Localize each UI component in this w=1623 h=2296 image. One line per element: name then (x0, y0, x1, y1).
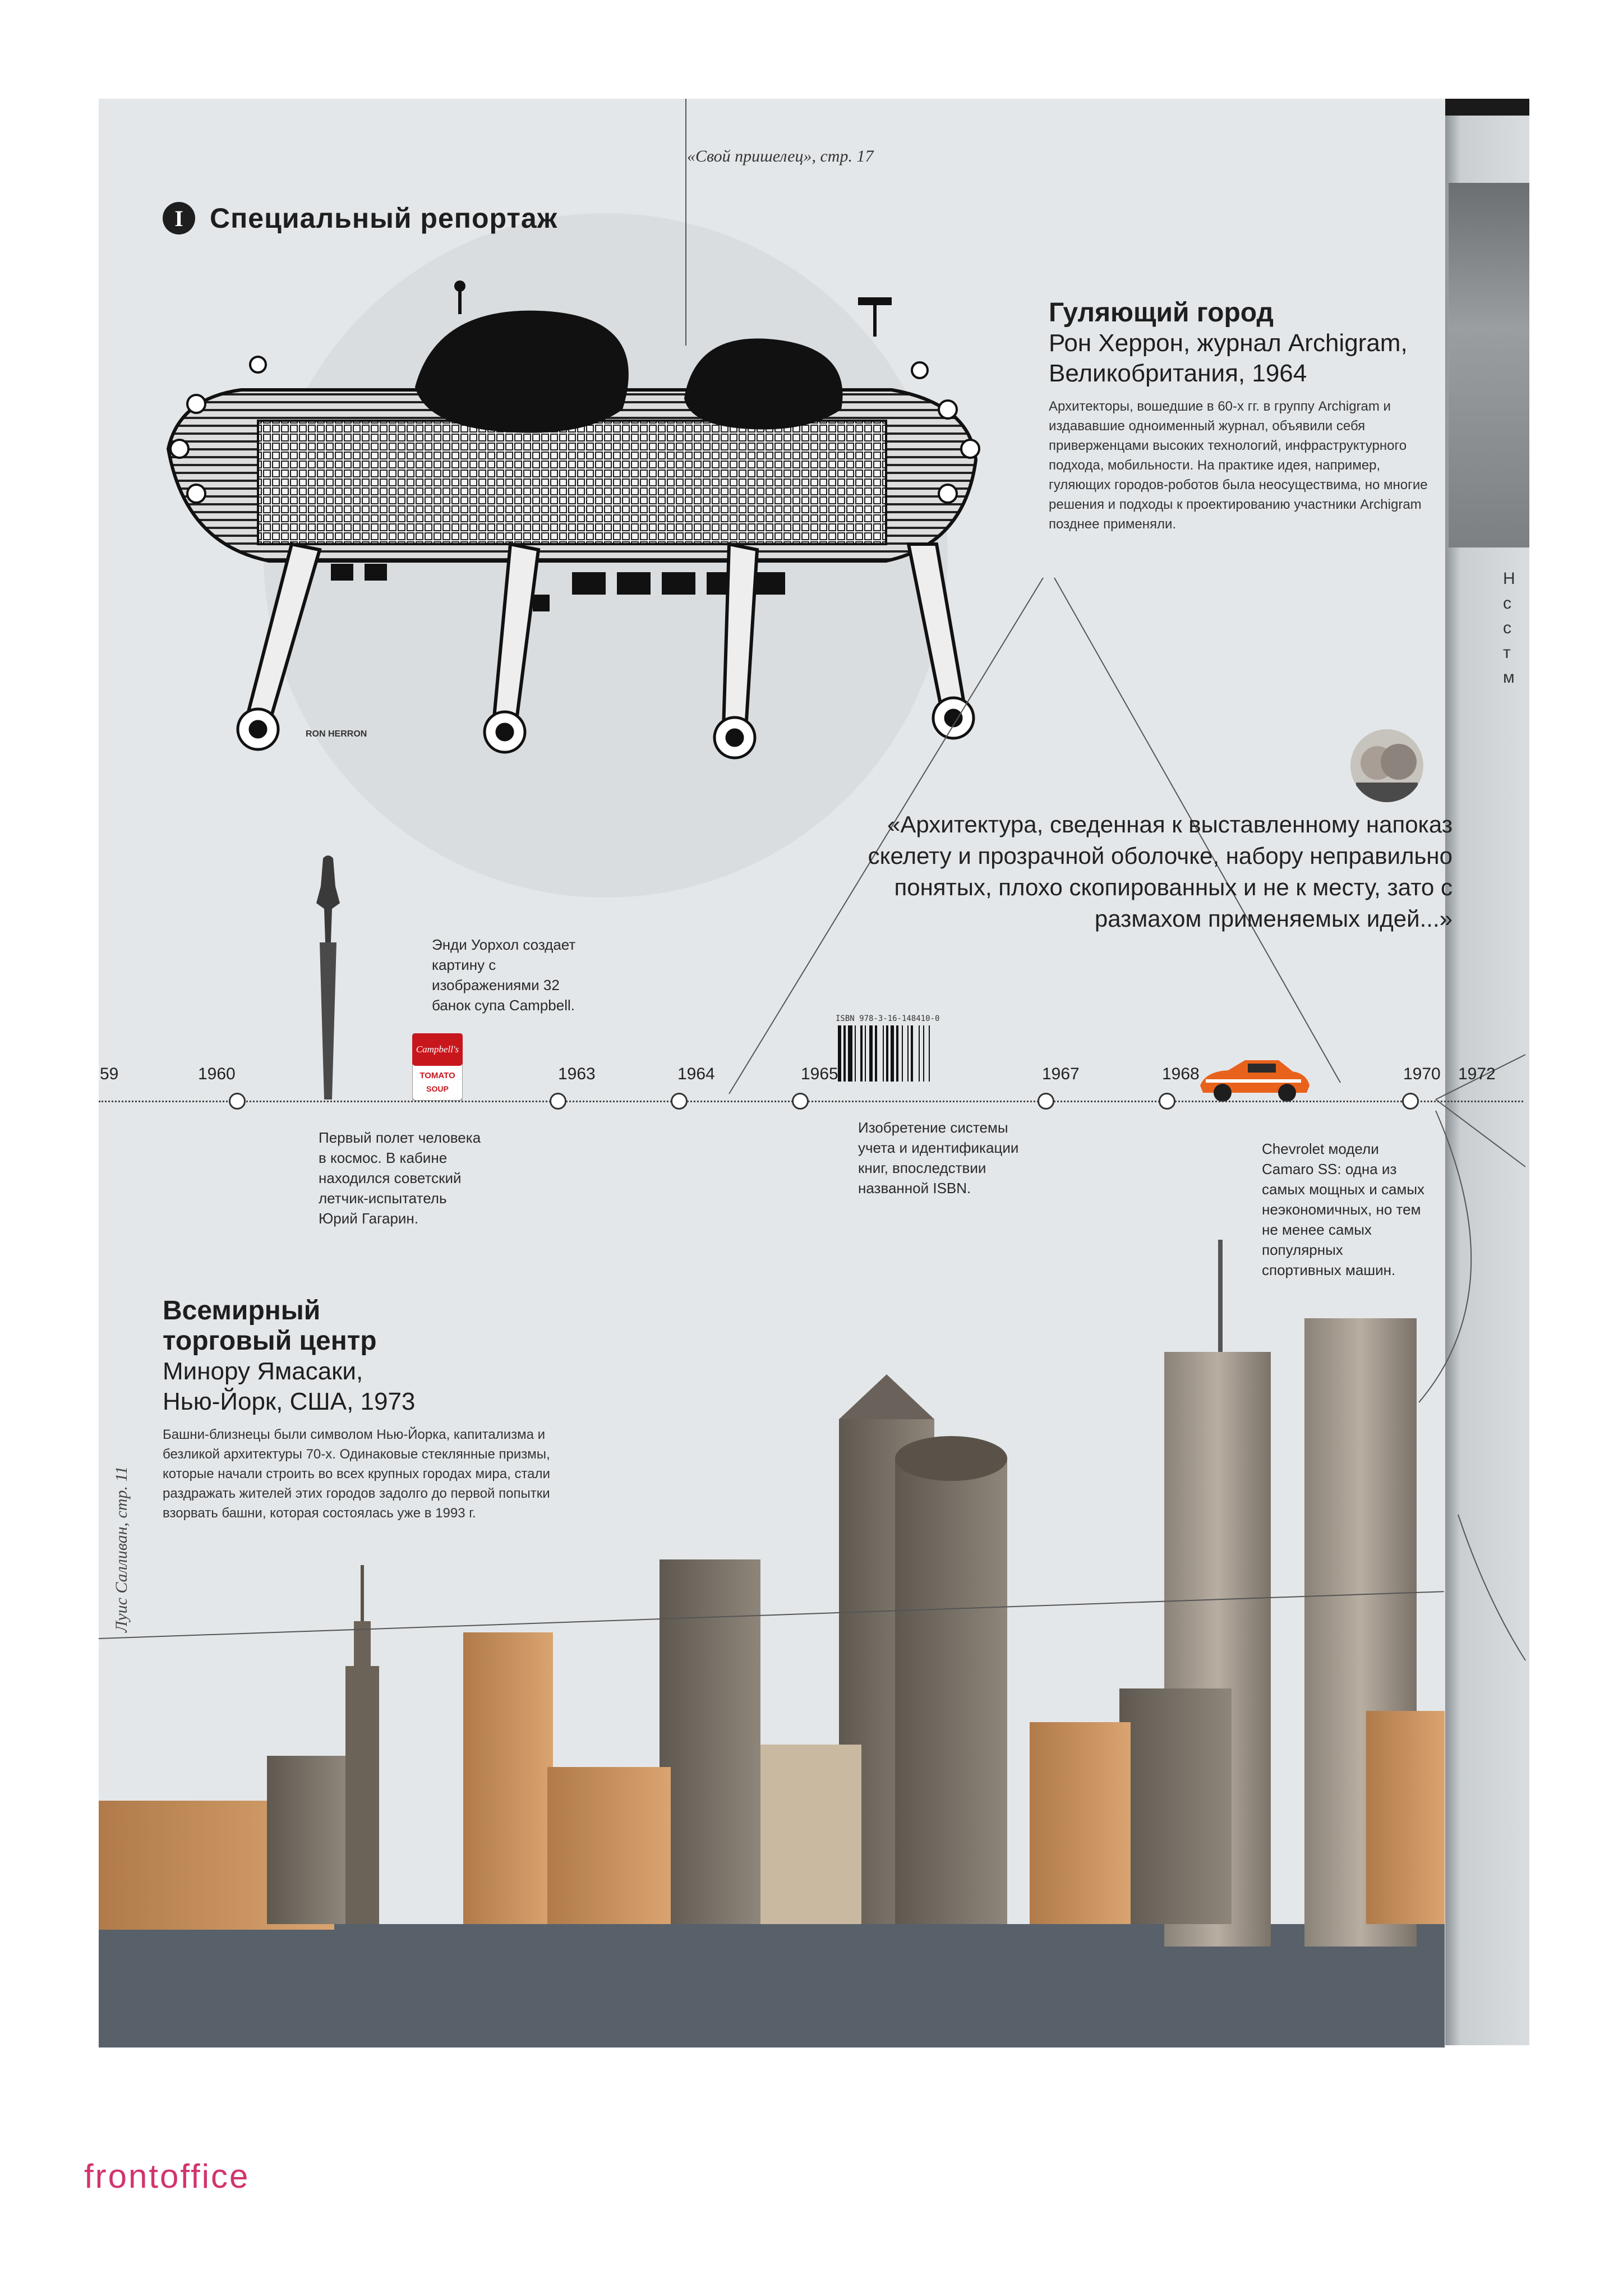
barcode-bar (855, 1025, 856, 1082)
barcode-bar (843, 1025, 846, 1082)
soup-label-bottom: SOUP (426, 1084, 449, 1093)
top-reference: «Свой пришелец», стр. 17 (687, 147, 874, 165)
article-body: Башни-близнецы были символом Нью-Йорка, капитализма и безликой архитектуры 70-х. Одинаковые стеклянные призмы, которые начали строить во всех крупных городах мира, стали раздражать жителей этих городов задолго до первой попытки взорвать башни, которая состоялась уже в 1993 г. (163, 1427, 550, 1521)
barcode-bar (838, 1025, 841, 1082)
timeline-year: 1968 (1162, 1065, 1200, 1083)
barcode-bar (911, 1025, 913, 1082)
timeline-marker (792, 1093, 809, 1110)
barcode-bar (919, 1025, 920, 1082)
timeline-year: 1970 (1403, 1065, 1441, 1083)
quote-author-avatar (1350, 729, 1423, 802)
event-note-camaro: Chevrolet модели Camaro SS: одна из самых мощных и самых неэкономичных, но тем не менее самых популярных спортивных машин. (1262, 1140, 1425, 1278)
timeline-year: 1972 (1458, 1065, 1496, 1083)
event-note-gagarin: Первый полет человека в космос. В кабине находился советский летчик-испытатель Юрий Гагарин. (319, 1129, 481, 1227)
barcode-bar (929, 1025, 930, 1082)
article-subtitle-line1: Рон Херрон, журнал Archigram, (1049, 329, 1408, 357)
brand-logo-text: frontoffice (84, 2157, 250, 2195)
barcode-bar (848, 1025, 852, 1082)
barcode-bar (886, 1025, 888, 1082)
barcode-bar (883, 1025, 884, 1082)
barcode-bar (907, 1025, 909, 1082)
article-body: Архитекторы, вошедшие в 60-х гг. в группу Archigram и издававшие одноименный журнал, объявили себя приверженцами высоких технологий, инфраструктурного подхода, мобильности. На практике идея, например, гуляющих городов-роботов была неосуществима, но многие решения и подходы к проектированию участники Archigram позднее применяли. (1049, 399, 1428, 532)
chevrolet-camaro-photo (1195, 1055, 1312, 1105)
barcode-bar (869, 1025, 873, 1082)
timeline-marker (1038, 1093, 1054, 1110)
side-reference: Луис Салливан, стр. 11 (112, 1466, 131, 1632)
timeline-year: 1965 (801, 1065, 838, 1083)
timeline-axis (99, 1101, 1523, 1102)
barcode-bar (902, 1025, 903, 1082)
isbn-code-text: ISBN 978-3-16-148410-0 (836, 1014, 940, 1023)
timeline-year: 1963 (558, 1065, 596, 1083)
barcode-bar (865, 1025, 866, 1082)
timeline-marker (671, 1093, 688, 1110)
pull-quote (836, 809, 1453, 935)
barcode-bar (896, 1025, 898, 1082)
timeline-year: 1964 (677, 1065, 715, 1083)
article-title-line1: Всемирный (163, 1296, 321, 1326)
campbell-soup-can (412, 1033, 463, 1101)
timeline-year: 1967 (1042, 1065, 1080, 1083)
barcode-bar (860, 1025, 863, 1082)
section-title: Специальный репортаж (210, 203, 558, 234)
quote-line: скелету и прозрачной оболочке, набору неправильно (868, 843, 1453, 869)
article-title-line2: торговый центр (163, 1326, 377, 1356)
soup-label-top: Campbell's (416, 1044, 459, 1055)
timeline-year: 59 (100, 1065, 119, 1083)
barcode-bar (875, 1025, 877, 1082)
timeline-marker (1159, 1093, 1175, 1110)
gagarin-monument-photo (303, 853, 353, 1099)
article-wtc (163, 1296, 656, 1523)
article-title: Гуляющий город (1049, 298, 1274, 328)
section-roman-icon: I (163, 202, 195, 234)
article-subtitle-line1: Минору Ямасаки, (163, 1358, 363, 1385)
article-subtitle-line2: Великобритания, 1964 (1049, 360, 1307, 387)
soup-label-mid: TOMATO (419, 1071, 455, 1080)
quote-line: понятых, плохо скопированных и не к месту, зато с (894, 874, 1453, 900)
event-note-isbn: Изобретение системы учета и идентификации книг, впоследствии названной ISBN. (858, 1119, 1019, 1197)
barcode-bar (923, 1025, 924, 1082)
timeline-marker (229, 1093, 246, 1110)
event-note-warhol: Энди Уорхол создает картину с изображениями 32 банок супа Campbell. (432, 936, 576, 1014)
timeline-marker (1402, 1093, 1419, 1110)
next-page-text-fragment: Н с с т м (1503, 569, 1515, 687)
isbn-barcode (836, 1020, 970, 1087)
quote-line: размахом применяемых идей...» (1094, 905, 1453, 932)
barcode-bar (891, 1025, 894, 1082)
quote-line: «Архитектура, сведенная к выставленному напоказ (887, 811, 1453, 838)
timeline-year: 1960 (198, 1065, 236, 1083)
timeline-marker (550, 1093, 566, 1110)
article-subtitle-line2: Нью-Йорк, США, 1973 (163, 1388, 416, 1415)
illustration-signature: RON HERRON (306, 729, 367, 739)
